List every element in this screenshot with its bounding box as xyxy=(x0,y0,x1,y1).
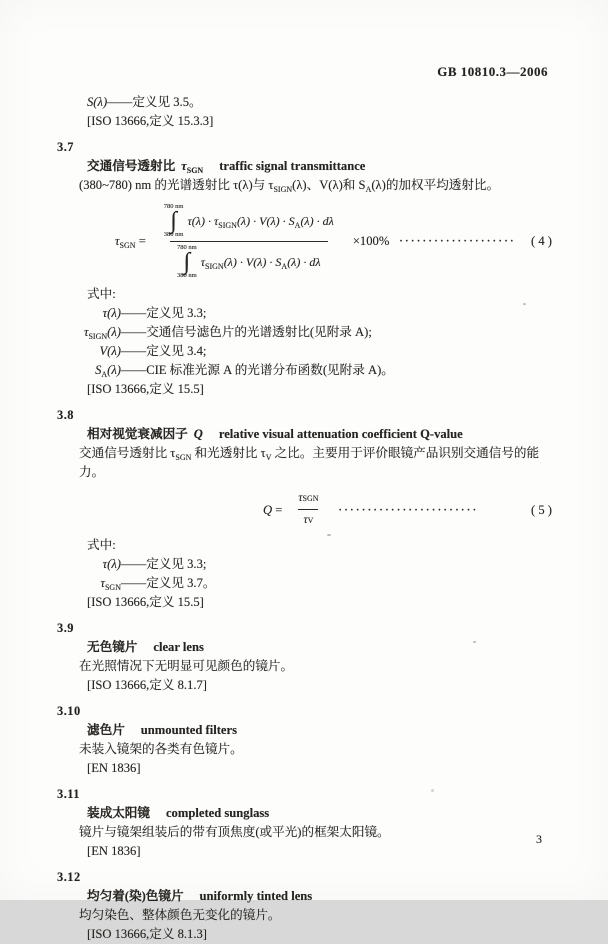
symbol-definition xyxy=(57,304,552,323)
term-en: clear lens xyxy=(153,640,204,655)
term-zh: 滤色片 xyxy=(87,723,125,738)
section-description-3-10: 未装入镜架的各类有色镜片。 xyxy=(79,742,243,757)
symbol-description: ——定义见 3.3; xyxy=(121,306,207,321)
integral-sign: 780 nm ∫ 380 nm xyxy=(177,244,197,279)
definition-text: ——定义见 3.5。 xyxy=(107,95,202,109)
section-number-3-8: 3.8 xyxy=(57,408,74,423)
scan-speck xyxy=(473,641,476,643)
symbol-definition xyxy=(57,342,552,361)
symbol: V(λ) xyxy=(99,344,121,359)
fraction-denominator xyxy=(170,241,328,279)
formula-4-lhs: $\tau_{SGN}$ = xyxy=(115,234,146,251)
formula-5-lhs: Q = xyxy=(263,502,283,517)
scan-speck xyxy=(431,789,434,792)
where-label: 式中: xyxy=(87,287,116,302)
term-zh: 无色镜片 xyxy=(87,640,138,655)
dot-leader: ························ xyxy=(338,504,479,516)
symbol-description: ——CIE 标准光源 A 的光谱分布函数(见附录 A)。 xyxy=(121,363,394,378)
section-title-3-10 xyxy=(87,721,552,740)
section-number-3-12: 3.12 xyxy=(57,870,81,885)
section-description-3-7: (380~780) nm 的光谱透射比 τ(λ)与 $\tau_{SIGN}(\lambda)$、V(λ)和 $S_A(\lambda)$的加权平均透射比。 xyxy=(79,178,500,194)
scan-speck xyxy=(523,303,526,305)
en-reference: [EN 1836] xyxy=(87,844,141,859)
term-zh: 装成太阳镜 xyxy=(87,806,150,821)
term-en: unmounted filters xyxy=(140,723,237,738)
formula-4 xyxy=(57,204,552,279)
fraction-numerator xyxy=(157,204,341,241)
section-description-3-12: 均匀染色、整体颜色无变化的镜片。 xyxy=(79,908,281,923)
en-reference: [EN 1836] xyxy=(87,761,141,776)
symbol: τ(λ) xyxy=(102,306,121,321)
iso-reference: [ISO 13666,定义 15.5] xyxy=(87,382,204,397)
where-label: 式中: xyxy=(87,538,116,553)
numerator-expression: $\tau(\lambda) \cdot \tau_{SIGN}(\lambda) \cdot V(\lambda) \cdot S_A(\lambda) \cdot d\lambda$ xyxy=(187,213,334,230)
iso-reference: [ISO 13666,定义 8.1.7] xyxy=(87,678,207,693)
section-description-3-11: 镜片与镜架组装后的带有顶焦度(或平光)的框架太阳镜。 xyxy=(79,825,390,840)
term-zh: 交通信号透射比 xyxy=(87,159,176,173)
section-number-3-11: 3.11 xyxy=(57,787,80,802)
iso-reference: [ISO 13666,定义 8.1.3] xyxy=(87,927,207,942)
symbol: S(λ) xyxy=(87,95,108,109)
term-en: traffic signal transmittance xyxy=(219,159,366,173)
dot-leader: ···················· xyxy=(399,236,517,248)
equation-number: ( 4 ) xyxy=(531,234,552,249)
section-title-3-9 xyxy=(87,638,552,657)
term-symbol: Q xyxy=(193,427,203,442)
symbol-definition xyxy=(57,555,552,574)
symbol-description: ——交通信号滤色片的光谱透射比(见附录 A); xyxy=(121,325,372,340)
iso-reference: [ISO 13666,定义 15.3.3] xyxy=(87,114,214,128)
document-code-header: GB 10810.3—2006 xyxy=(437,64,548,79)
symbol-definition xyxy=(57,323,552,342)
symbol-description: ——定义见 3.4; xyxy=(121,344,207,359)
section-description-3-8: 交通信号透射比 $\tau_{SGN}$ 和光透射比 $\tau_V$ 之比。主要用于评价眼镜产品识别交通信号的能力。 xyxy=(79,446,540,480)
term-en: relative visual attenuation coefficient Q-value xyxy=(218,427,463,442)
symbol: $\tau_{SGN}$ xyxy=(100,576,121,593)
fraction-denominator: τ V xyxy=(298,509,318,531)
section-title-3-7 xyxy=(87,157,552,176)
section-number-3-9: 3.9 xyxy=(57,621,74,636)
formula-5 xyxy=(57,489,552,531)
symbol-description: ——定义见 3.7。 xyxy=(121,576,216,591)
page-content xyxy=(57,93,552,944)
symbol-definition xyxy=(57,361,552,380)
page-number: 3 xyxy=(536,832,542,846)
section-title-3-11 xyxy=(87,804,552,823)
symbol: $S_A(\lambda)$ xyxy=(95,363,121,380)
definition-line xyxy=(87,93,552,112)
section-number-3-7: 3.7 xyxy=(57,140,74,154)
symbol-description: ——定义见 3.3; xyxy=(121,557,207,572)
term-zh: 相对视觉衰减因子 xyxy=(87,427,188,442)
iso-reference: [ISO 13666,定义 15.5] xyxy=(87,595,204,610)
section-number-3-10: 3.10 xyxy=(57,704,81,719)
formula-5-fraction xyxy=(293,489,323,531)
integral-sign: 780 nm ∫ 380 nm xyxy=(163,203,184,238)
fraction-numerator: τ SGN xyxy=(298,492,319,505)
equation-number: ( 5 ) xyxy=(531,502,552,517)
term-en: uniformly tinted lens xyxy=(199,889,313,904)
term-zh: 均匀着(染)色镜片 xyxy=(87,889,184,904)
symbol: $\tau_{SIGN}(\lambda)$ xyxy=(83,325,121,342)
section-title-3-12 xyxy=(87,887,552,906)
term-en: completed sunglass xyxy=(165,806,270,821)
section-title-3-8 xyxy=(87,425,552,444)
denominator-expression: $\tau_{SIGN}(\lambda) \cdot V(\lambda) \cdot S_A(\lambda) \cdot d\lambda$ xyxy=(200,254,321,271)
symbol-definition xyxy=(57,574,552,593)
scan-speck xyxy=(327,534,331,536)
times-100-percent: ×100% xyxy=(352,234,390,249)
section-description-3-9: 在光照情况下无明显可见颜色的镜片。 xyxy=(79,659,294,674)
formula-4-fraction xyxy=(157,204,341,279)
symbol: τ(λ) xyxy=(102,557,121,572)
term-symbol: $\tau_{SGN}$ xyxy=(181,159,204,175)
